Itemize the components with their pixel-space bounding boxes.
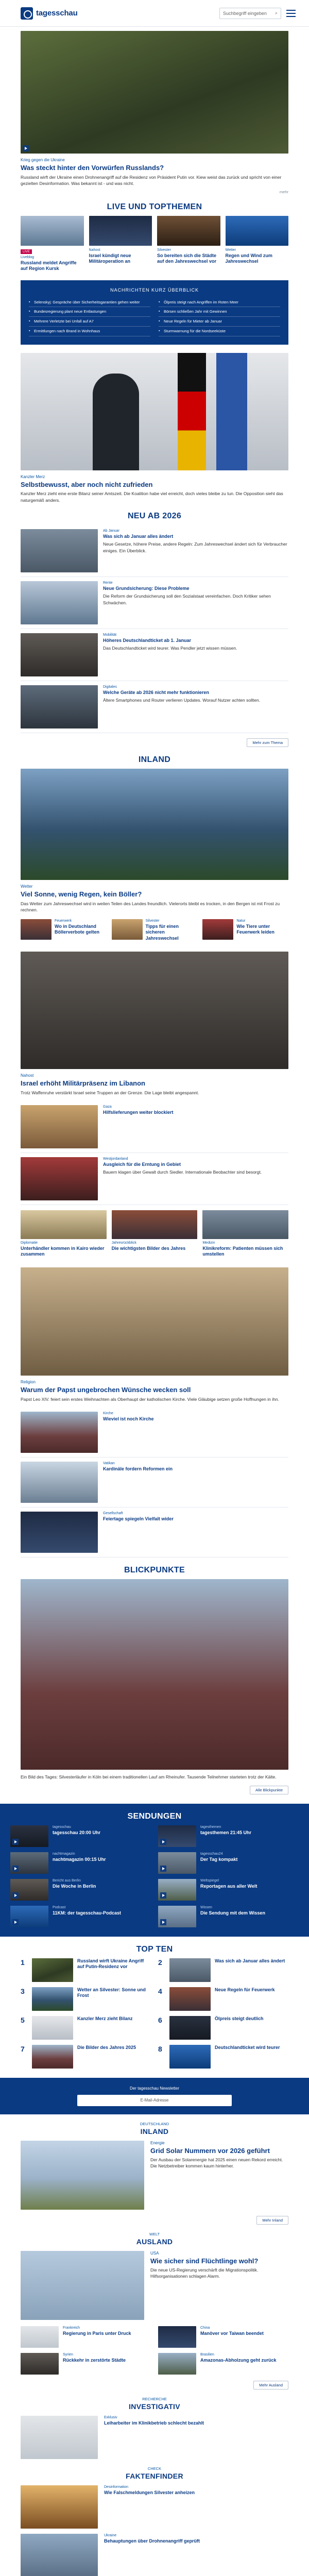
topten-rank: 8 bbox=[158, 2044, 162, 2053]
live-teaser-title[interactable]: So bereiten sich die Städte auf den Jahreswechsel vor bbox=[157, 253, 217, 264]
faktenfinder-title: FAKTENFINDER bbox=[126, 2471, 183, 2480]
show-kicker: Weltspiegel bbox=[200, 1878, 219, 1883]
news-overview-item[interactable]: ▪ Sturmwarnung für die Nordseeküste bbox=[159, 327, 280, 336]
newsletter-box bbox=[0, 2078, 309, 2114]
list-item[interactable] bbox=[21, 525, 288, 577]
list-card-image bbox=[112, 1210, 198, 1239]
weather-title[interactable]: Viel Sonne, wenig Regen, kein Böller? bbox=[21, 890, 142, 898]
show-title[interactable]: tagesschau 20:00 Uhr bbox=[53, 1829, 101, 1835]
ausland-item[interactable] bbox=[158, 2326, 288, 2348]
list-item-image bbox=[21, 1512, 98, 1553]
logo[interactable] bbox=[21, 7, 78, 20]
ausland-grid bbox=[21, 2326, 288, 2375]
show-image bbox=[10, 1825, 48, 1847]
lead-more-link[interactable]: mehr bbox=[279, 190, 288, 195]
show-title[interactable]: nachtmagazin 00:15 Uhr bbox=[53, 1856, 106, 1862]
blickpunkte-text: Ein Bild des Tages: Silvesterläufer in Köln bei einem traditionellen Lauf am Rheinufer. Tausende Teilnehmer starteten trotz der Kälte. bbox=[21, 1774, 277, 1780]
topten-item[interactable] bbox=[21, 2045, 151, 2069]
ausland-item-kicker: Brasilien bbox=[200, 2352, 214, 2357]
lead-teaser[interactable] bbox=[21, 31, 288, 194]
live-teaser-title[interactable]: Russland meldet Angriffe auf Region Kursk bbox=[21, 260, 77, 272]
faktenfinder-item-kicker: Ukraine bbox=[104, 2533, 117, 2537]
list-item-kicker: Kirche bbox=[103, 1412, 113, 1416]
search-input[interactable] bbox=[219, 8, 281, 19]
weather-teaser[interactable] bbox=[21, 769, 288, 913]
more-button[interactable]: Mehr Ausland bbox=[253, 2381, 288, 2389]
feature-teaser[interactable] bbox=[21, 353, 288, 503]
investigativ-teaser[interactable] bbox=[21, 2416, 288, 2459]
feature3-list bbox=[21, 1408, 288, 1557]
ausland-category-label: WELT bbox=[149, 2231, 160, 2236]
topten-item[interactable] bbox=[21, 2016, 151, 2040]
live-teaser[interactable] bbox=[157, 216, 220, 272]
related-kicker: Natur bbox=[236, 919, 246, 923]
topten-item[interactable] bbox=[158, 2016, 288, 2040]
live-teaser-image bbox=[226, 216, 289, 246]
topten-grid bbox=[21, 1958, 288, 2069]
list-item-title[interactable]: Hilfslieferungen weiter blockiert bbox=[103, 1109, 174, 1115]
neu2026-list bbox=[21, 525, 288, 747]
inland-teaser[interactable] bbox=[21, 2141, 288, 2210]
list-item-title[interactable]: Wieviel ist noch Kirche bbox=[103, 1416, 154, 1422]
play-icon bbox=[160, 1892, 166, 1899]
list-item[interactable] bbox=[21, 629, 288, 681]
related-kicker: Silvester bbox=[145, 919, 160, 923]
topten-image bbox=[169, 1987, 211, 2011]
list-item-kicker: Vatikan bbox=[103, 1462, 115, 1466]
list-item-kicker: Mobilität bbox=[103, 633, 117, 637]
topten-rank: 3 bbox=[21, 1987, 25, 1995]
inland-headline[interactable]: Grid Solar Nummern vor 2026 geführt bbox=[150, 2146, 270, 2155]
topten-rank: 1 bbox=[21, 1958, 25, 1967]
feature-text: Papst Leo XIV. feiert sein erstes Weihnachten als Oberhaupt der katholischen Kirche. Viele Gläubige setzen große Hoffnungen in ihn. bbox=[21, 1396, 279, 1402]
feature-teaser[interactable] bbox=[21, 1267, 288, 1402]
show-teaser[interactable] bbox=[158, 1825, 299, 1847]
show-kicker: tagesschau24 bbox=[200, 1852, 223, 1856]
list-item-image bbox=[21, 1105, 98, 1148]
news-overview-item[interactable]: ▪ Neue Regeln für Mieter ab Januar bbox=[159, 317, 280, 327]
investigativ-kicker: Exklusiv bbox=[104, 2415, 117, 2419]
live-teaser-image bbox=[89, 216, 152, 246]
feature-text: Kanzler Merz zieht eine erste Bilanz seiner Amtszeit. Die Koalition habe viel erreicht, doch vieles bleibe zu tun. Die Opposition sieht das naturgemäß anders. bbox=[21, 491, 283, 503]
show-kicker: Bericht aus Berlin bbox=[53, 1878, 81, 1883]
topten-image bbox=[32, 2016, 73, 2040]
faktenfinder-item-image bbox=[21, 2534, 98, 2576]
list-item-image bbox=[21, 1412, 98, 1453]
menu-icon[interactable] bbox=[286, 10, 296, 17]
news-overview-title: NACHRICHTEN KURZ ÜBERBLICK bbox=[110, 287, 199, 293]
show-kicker: tagesthemen bbox=[200, 1825, 221, 1829]
live-teaser-image bbox=[157, 216, 220, 246]
list-item[interactable] bbox=[21, 1408, 288, 1458]
site-header bbox=[0, 0, 309, 27]
investigativ-title: INVESTIGATIV bbox=[129, 2402, 180, 2411]
ausland-item-title[interactable]: Manöver vor Taiwan beendet bbox=[200, 2330, 264, 2336]
ausland-item-image bbox=[21, 2326, 59, 2348]
faktenfinder-category-label: CHECK bbox=[147, 2466, 162, 2471]
investigativ-headline[interactable]: Leiharbeiter im Klinikbetrieb schlecht bezahlt bbox=[104, 2420, 204, 2426]
list-item-title[interactable]: Kardinäle fordern Reformen ein bbox=[103, 1466, 173, 1472]
ausland-item[interactable] bbox=[21, 2353, 151, 2375]
faktenfinder-headline[interactable]: Wie Falschmeldungen Silvester anheizen bbox=[104, 2489, 195, 2495]
show-image bbox=[10, 1879, 48, 1901]
inland-title: INLAND bbox=[140, 2127, 169, 2136]
ausland-title: AUSLAND bbox=[136, 2237, 173, 2246]
topten-title: TOP TEN bbox=[136, 1944, 173, 1954]
list-item-image bbox=[21, 1157, 98, 1200]
show-teaser[interactable] bbox=[10, 1906, 151, 1927]
live-teaser[interactable] bbox=[21, 216, 84, 272]
play-icon bbox=[12, 1866, 19, 1872]
investigativ-category-label: RECHERCHE bbox=[142, 2396, 167, 2401]
show-kicker: tagesschau bbox=[53, 1825, 71, 1829]
list-item-title[interactable]: Höheres Deutschlandticket ab 1. Januar bbox=[103, 637, 192, 643]
list-item-title[interactable]: Was sich ab Januar alles ändert bbox=[103, 533, 174, 539]
weather-text: Das Wetter zum Jahreswechsel wird in weiten Teilen des Landes freundlich. Vielerorts bleibt es trocken, in den Bergen ist mit Frost zu rechnen. bbox=[21, 901, 280, 912]
topten-item-title[interactable]: Ölpreis steigt deutlich bbox=[215, 2015, 264, 2021]
list-card-kicker: Medizin bbox=[202, 1241, 215, 1245]
topten-item-title[interactable]: Russland wirft Ukraine Angriff auf Putin-Residenz vor bbox=[77, 1958, 144, 1969]
faktenfinder-kicker: Desinformation bbox=[104, 2485, 129, 2489]
list-item-image bbox=[21, 529, 98, 572]
inland-category-label: DEUTSCHLAND bbox=[140, 2121, 169, 2126]
faktenfinder-item[interactable] bbox=[21, 2534, 288, 2576]
blickpunkte-title: BLICKPUNKTE bbox=[124, 1566, 185, 1575]
related-image bbox=[112, 919, 143, 940]
play-icon bbox=[12, 1892, 19, 1899]
show-teaser[interactable] bbox=[10, 1852, 151, 1874]
list-item-title[interactable]: Welche Geräte ab 2026 nicht mehr funktionieren bbox=[103, 689, 209, 695]
topten-item-title[interactable]: Was sich ab Januar alles ändert bbox=[215, 1958, 285, 1963]
ausland-item-kicker: Syrien bbox=[63, 2352, 73, 2357]
play-icon bbox=[12, 1839, 19, 1845]
show-image bbox=[158, 1852, 196, 1874]
weather-image[interactable] bbox=[21, 769, 288, 880]
topten-image bbox=[32, 1987, 73, 2011]
show-kicker: nachtmagazin bbox=[53, 1852, 75, 1856]
list-item-kicker: Westjordanland bbox=[103, 1157, 128, 1161]
newsletter-text: Der tagesschau Newsletter bbox=[129, 2086, 180, 2091]
topten-item-title[interactable]: Die Bilder des Jahres 2025 bbox=[77, 2044, 136, 2050]
ausland-item-image bbox=[158, 2353, 196, 2375]
show-image bbox=[158, 1825, 196, 1847]
ausland-item-kicker: China bbox=[200, 2326, 210, 2330]
topten-rank: 5 bbox=[21, 2015, 25, 2024]
more-button[interactable]: Mehr zum Thema bbox=[247, 738, 288, 747]
play-icon bbox=[160, 1866, 166, 1872]
ausland-image bbox=[21, 2251, 144, 2320]
neu2026-section-title: NEU AB 2026 bbox=[127, 511, 182, 520]
live-teaser-kicker: Wetter bbox=[225, 248, 236, 252]
search-placeholder: Suchbegriff eingeben bbox=[223, 10, 267, 16]
list-card[interactable] bbox=[112, 1210, 198, 1258]
topten-item[interactable] bbox=[158, 2045, 288, 2069]
show-kicker: Podcast bbox=[53, 1905, 66, 1909]
topten-rank: 7 bbox=[21, 2044, 25, 2053]
news-overview-item[interactable]: ▪ Bundesregierung plant neue Entlastungen bbox=[29, 307, 150, 317]
live-teaser[interactable] bbox=[226, 216, 289, 272]
list-card-image bbox=[21, 1210, 107, 1239]
topten-item-title[interactable]: Kanzler Merz zieht Bilanz bbox=[77, 2015, 133, 2021]
logo-text: tagesschau bbox=[36, 9, 78, 18]
live-teaser-kicker: Silvester bbox=[157, 248, 171, 252]
show-teaser[interactable] bbox=[158, 1852, 299, 1874]
list-item[interactable] bbox=[21, 681, 288, 733]
show-image bbox=[10, 1906, 48, 1927]
related-title[interactable]: Wo in Deutschland Böllerverbote gelten bbox=[55, 924, 100, 935]
live-teaser-row bbox=[21, 216, 288, 272]
lead-kicker: Krieg gegen die Ukraine bbox=[21, 158, 65, 162]
list-item-kicker: Gaza bbox=[103, 1105, 112, 1109]
list-item[interactable] bbox=[21, 577, 288, 629]
topten-rank: 4 bbox=[158, 1987, 162, 1995]
list-item[interactable] bbox=[21, 1458, 288, 1507]
related-teaser[interactable] bbox=[21, 919, 107, 941]
list-item-kicker: Gesellschaft bbox=[103, 1512, 123, 1516]
investigativ-image bbox=[21, 2416, 98, 2459]
ausland-item-title[interactable]: Regierung in Paris unter Druck bbox=[63, 2330, 131, 2336]
ausland-item[interactable] bbox=[21, 2326, 151, 2348]
list-item-text: Bauern klagen über Gewalt durch Siedler. Internationale Beobachter sind besorgt. bbox=[103, 1170, 262, 1175]
related-teaser[interactable] bbox=[202, 919, 288, 941]
news-overview-box bbox=[21, 280, 288, 345]
more-button[interactable]: Alle Blickpunkte bbox=[250, 1786, 288, 1794]
feature-image[interactable] bbox=[21, 1267, 288, 1376]
newsletter-email-input[interactable]: E-Mail-Adresse bbox=[77, 2095, 232, 2106]
play-icon bbox=[12, 1919, 19, 1925]
weather-related-row bbox=[21, 919, 288, 941]
ausland-item-image bbox=[21, 2353, 59, 2375]
show-image bbox=[158, 1906, 196, 1927]
feature-teaser[interactable] bbox=[21, 952, 288, 1096]
list-card[interactable] bbox=[21, 1210, 107, 1258]
related-teaser[interactable] bbox=[112, 919, 198, 941]
feature-image[interactable] bbox=[21, 353, 288, 470]
topten-rank: 2 bbox=[158, 1958, 162, 1967]
more-button[interactable]: Mehr Inland bbox=[256, 2216, 288, 2225]
list-item-text: Das Deutschlandticket wird teurer. Was Pendler jetzt wissen müssen. bbox=[103, 646, 237, 651]
faktenfinder-image bbox=[21, 2485, 98, 2529]
faktenfinder-item-title[interactable]: Behauptungen über Drohnenangriff geprüft bbox=[104, 2538, 200, 2544]
lead-image[interactable] bbox=[21, 31, 288, 154]
play-icon bbox=[23, 145, 29, 151]
search-icon[interactable]: ⌕ bbox=[274, 10, 278, 15]
feature-kicker: Nahost bbox=[21, 1073, 34, 1078]
list-card-title[interactable]: Die wichtigsten Bilder des Jahres bbox=[111, 1245, 186, 1251]
inland-image bbox=[21, 2141, 144, 2210]
live-teaser-kicker: Nahost bbox=[89, 248, 100, 252]
live-section-title: LIVE UND TOPTHEMEN bbox=[107, 202, 202, 212]
list-item-image bbox=[21, 633, 98, 676]
topten-item-title[interactable]: Neue Regeln für Feuerwerk bbox=[215, 1987, 275, 1992]
live-teaser[interactable] bbox=[89, 216, 152, 272]
news-overview-item[interactable]: ▪ Ölpreis steigt nach Angriffen im Roten Meer bbox=[159, 298, 280, 308]
live-teaser-kicker: Liveblog bbox=[21, 256, 35, 260]
weather-kicker: Wetter bbox=[21, 884, 33, 889]
topten-rank: 6 bbox=[158, 2015, 162, 2024]
show-title[interactable]: tagesthemen 21:45 Uhr bbox=[200, 1829, 252, 1835]
show-image bbox=[158, 1879, 196, 1901]
show-kicker: Wissen bbox=[200, 1905, 212, 1909]
related-image bbox=[21, 919, 52, 940]
list-item-image bbox=[21, 581, 98, 624]
news-overview-item[interactable]: ▪ Ermittlungen nach Brand in Wohnhaus bbox=[29, 327, 150, 336]
list-item-title[interactable]: Feiertage spiegeln Vielfalt wider bbox=[103, 1516, 174, 1522]
topten-item[interactable] bbox=[158, 1958, 288, 1982]
ausland-headline[interactable]: Wie sicher sind Flüchtlinge wohl? bbox=[150, 2257, 259, 2265]
list-item[interactable] bbox=[21, 1101, 288, 1153]
live-teaser-title[interactable]: Regen und Wind zum Jahreswechsel bbox=[225, 253, 272, 264]
topten-image bbox=[169, 1958, 211, 1982]
list-item-title[interactable]: Ausgleich für die Erntung in Gebiet bbox=[103, 1161, 181, 1167]
logo-icon bbox=[21, 7, 33, 20]
feature-kicker: Kanzler Merz bbox=[21, 474, 45, 479]
list-card-title[interactable]: Unterhändler kommen in Kairo wieder zusammen bbox=[21, 1245, 105, 1257]
feature-title[interactable]: Israel erhöht Militärpräsenz im Libanon bbox=[21, 1079, 145, 1087]
ausland-item-title[interactable]: Rückkehr in zerstörte Städte bbox=[63, 2357, 126, 2363]
list-item-image bbox=[21, 685, 98, 728]
ausland-item-image bbox=[158, 2326, 196, 2348]
lead-title[interactable]: Was steckt hinter den Vorwürfen Russlands? bbox=[21, 164, 164, 172]
show-title[interactable]: Reportagen aus aller Welt bbox=[200, 1883, 258, 1889]
show-teaser[interactable] bbox=[10, 1879, 151, 1901]
show-title[interactable]: 11KM: der tagesschau-Podcast bbox=[53, 1910, 122, 1916]
list-item-text: Ältere Smartphones und Router verlieren Updates. Worauf Nutzer achten sollten. bbox=[103, 698, 261, 703]
news-overview-item[interactable]: ▪ Börsen schließen Jahr mit Gewinnen bbox=[159, 307, 280, 317]
feature-title[interactable]: Selbstbewusst, aber noch nicht zufrieden bbox=[21, 480, 153, 488]
ausland-kicker: USA bbox=[150, 2250, 159, 2256]
inland-label: INLAND bbox=[138, 755, 171, 764]
show-teaser[interactable] bbox=[158, 1906, 299, 1927]
list-card[interactable] bbox=[202, 1210, 288, 1258]
feature-kicker: Religion bbox=[21, 1380, 36, 1385]
show-image bbox=[10, 1852, 48, 1874]
sendungen-title: SENDUNGEN bbox=[127, 1811, 182, 1821]
inland-text: Der Ausbau der Solarenergie hat 2025 einen neuen Rekord erreicht. Die Netzbetreiber kommen kaum hinterher. bbox=[150, 2157, 283, 2169]
related-kicker: Feuerwerk bbox=[55, 919, 72, 923]
show-title[interactable]: Die Sendung mit dem Wissen bbox=[200, 1910, 265, 1916]
related-title[interactable]: Wie Tiere unter Feuerwerk leiden bbox=[236, 924, 274, 935]
sendungen-band bbox=[0, 1804, 309, 1937]
feature2-list bbox=[21, 1101, 288, 1258]
faktenfinder-teaser[interactable] bbox=[21, 2485, 288, 2529]
list-item-text: Neue Gesetze, höhere Preise, andere Regeln: Zum Jahreswechsel ändert sich für Verbraucher einiges. Ein Überblick. bbox=[103, 541, 287, 553]
play-icon bbox=[160, 1839, 166, 1845]
show-title[interactable]: Die Woche in Berlin bbox=[53, 1883, 96, 1889]
news-overview-item[interactable]: ▪ Selenskyj: Gespräche über Sicherheitsgarantien gehen weiter bbox=[29, 298, 150, 308]
list-item[interactable] bbox=[21, 1153, 288, 1205]
list-item-text: Die Reform der Grundsicherung soll den Sozialstaat vereinfachen. Doch Kritiker sehen Schwächen. bbox=[103, 594, 271, 605]
ausland-teaser[interactable] bbox=[21, 2251, 288, 2320]
list-item-kicker: Digitales bbox=[103, 685, 117, 689]
list-card-title[interactable]: Klinikreform: Patienten müssen sich umstellen bbox=[202, 1245, 283, 1257]
ausland-item[interactable] bbox=[158, 2353, 288, 2375]
topten-image bbox=[32, 1958, 73, 1982]
ausland-item-title[interactable]: Amazonas-Abholzung geht zurück bbox=[200, 2357, 277, 2363]
live-teaser-image bbox=[21, 216, 84, 246]
feature-image[interactable] bbox=[21, 952, 288, 1069]
topten-item-title[interactable]: Wetter an Silvester: Sonne und Frost bbox=[77, 1987, 146, 1998]
list-item-image bbox=[21, 1462, 98, 1503]
list-item-kicker: Rente bbox=[103, 581, 113, 585]
related-image bbox=[202, 919, 233, 940]
show-teaser[interactable] bbox=[158, 1879, 299, 1901]
show-title[interactable]: Der Tag kompakt bbox=[200, 1856, 238, 1862]
topten-image bbox=[169, 2016, 211, 2040]
topten-item[interactable] bbox=[158, 1987, 288, 2011]
topten-item-title[interactable]: Deutschlandticket wird teurer bbox=[215, 2044, 280, 2050]
ausland-text: Die neue US-Regierung verschärft die Migrationspolitik. Hilfsorganisationen schlagen Alarm. bbox=[150, 2267, 259, 2279]
list-item[interactable] bbox=[21, 1507, 288, 1557]
live-badge: LIVE bbox=[21, 249, 32, 254]
show-teaser[interactable] bbox=[10, 1825, 151, 1847]
topten-image bbox=[169, 2045, 211, 2069]
feature-title[interactable]: Warum der Papst ungebrochen Wünsche wecken soll bbox=[21, 1386, 191, 1394]
blickpunkte-image[interactable] bbox=[21, 1579, 288, 1770]
inland-kicker: Energie bbox=[150, 2140, 165, 2145]
feature-text: Trotz Waffenruhe verstärkt Israel seine Truppen an der Grenze. Die Lage bleibt angespannt. bbox=[21, 1090, 199, 1095]
related-title[interactable]: Tipps für einen sicheren Jahreswechsel bbox=[145, 924, 179, 941]
play-icon bbox=[160, 1919, 166, 1925]
ausland-item-kicker: Frankreich bbox=[63, 2326, 80, 2330]
list-card-kicker: Diplomatie bbox=[21, 1241, 38, 1245]
topten-item[interactable] bbox=[21, 1958, 151, 1982]
news-overview-item[interactable]: ▪ Mehrere Verletzte bei Unfall auf A7 bbox=[29, 317, 150, 327]
topten-image bbox=[32, 2045, 73, 2069]
lead-text: Russland wirft der Ukraine einen Drohnenangriff auf die Residenz von Präsident Putin vor. Kiew weist das zurück und spricht von einer gezielten Desinformation. Was bekannt ist - und was nicht. bbox=[21, 174, 282, 186]
list-item-title[interactable]: Neue Grundsicherung: Diese Probleme bbox=[103, 585, 190, 591]
live-teaser-title[interactable]: Israel kündigt neue Militäroperation an bbox=[89, 253, 131, 264]
topten-item[interactable] bbox=[21, 1987, 151, 2011]
list-card-image bbox=[202, 1210, 288, 1239]
list-card-kicker: Jahresrückblick bbox=[111, 1241, 136, 1245]
list-item-kicker: Ab Januar bbox=[103, 529, 119, 533]
